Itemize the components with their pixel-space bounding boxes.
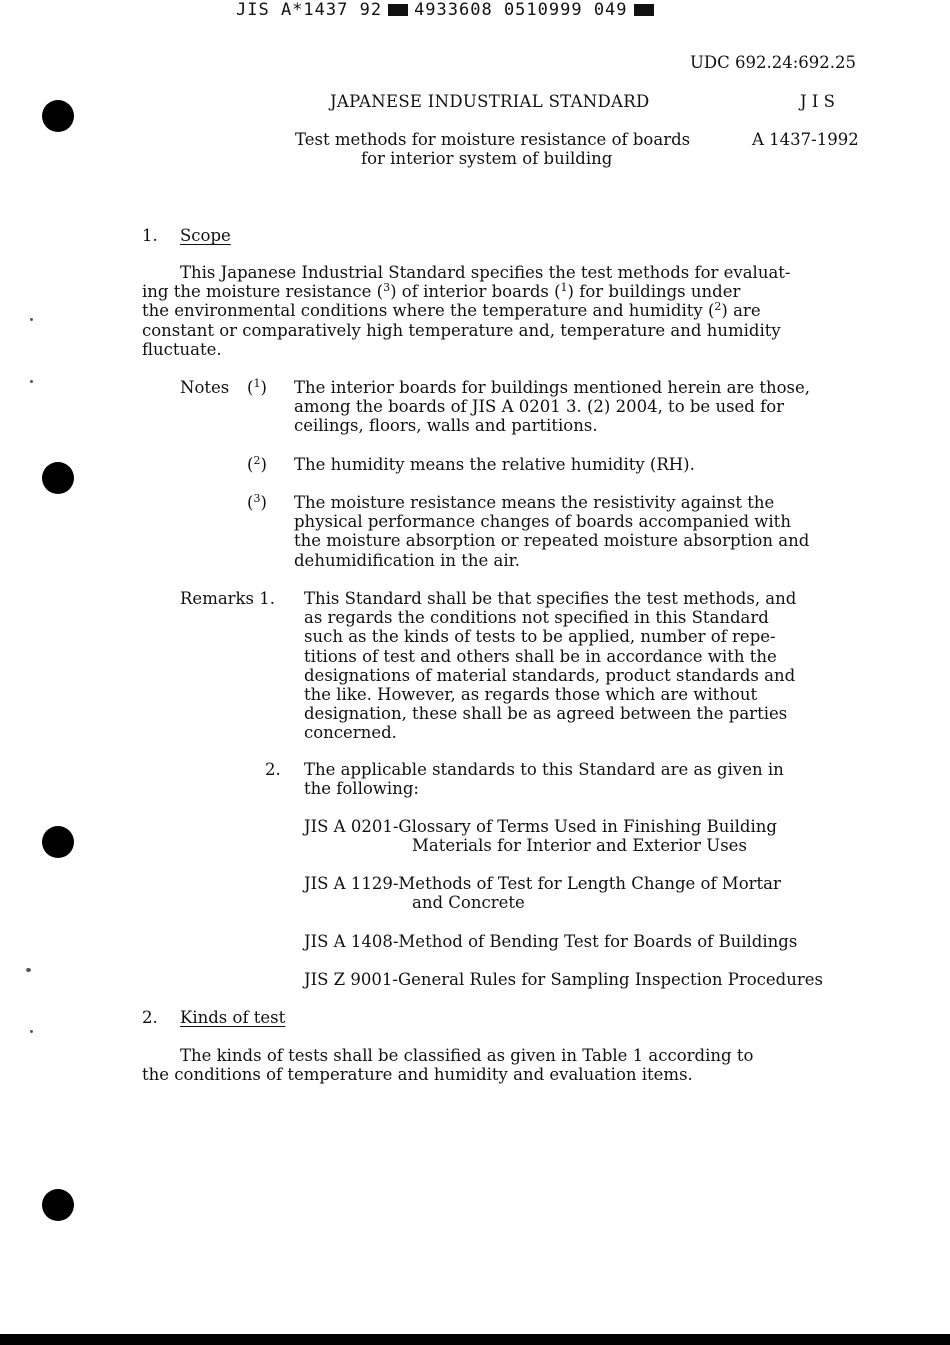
punch-hole	[42, 826, 74, 858]
standard-line: and Concrete	[412, 893, 525, 913]
note-line: among the boards of JIS A 0201 3. (2) 2004, to be used for	[294, 397, 785, 417]
scan-speck	[30, 1030, 33, 1033]
scan-speck	[26, 968, 31, 972]
remark-line: the following:	[304, 779, 419, 799]
note-1	[294, 378, 810, 436]
punch-hole	[42, 462, 74, 494]
standard-line: JIS A 1408-Method of Bending Test for Boards of Buildings	[304, 932, 798, 951]
remark-2-label: 2.	[265, 760, 281, 779]
remark-line: titions of test and others shall be in accordance with the	[304, 646, 777, 666]
para-line: constant or comparatively high temperature and, temperature and humidity	[142, 320, 781, 340]
note-line: The humidity means the relative humidity (RH).	[294, 455, 695, 474]
para-line: ing the moisture resistance ($^3$) of interior boards ($^1$) for buildings under	[142, 281, 741, 302]
section2-heading: Kinds of test	[180, 1008, 286, 1027]
note-line: the moisture absorption or repeated moisture absorption and	[294, 531, 810, 551]
jis-label: J I S	[800, 92, 835, 111]
section1-number: 1.	[142, 226, 158, 245]
section2-number: 2.	[142, 1008, 158, 1027]
note-line: The moisture resistance means the resistivity against the	[294, 493, 775, 512]
standard-title: JAPANESE INDUSTRIAL STANDARD	[330, 92, 650, 111]
note-mark: ($^3$)	[247, 492, 267, 512]
para-line: the conditions of temperature and humidity and evaluation items.	[142, 1065, 693, 1085]
punch-hole	[42, 1189, 74, 1221]
para-line: fluctuate.	[142, 339, 222, 359]
note-line: ceilings, floors, walls and partitions.	[294, 416, 598, 436]
standard-entry	[304, 970, 823, 989]
document-number: A 1437-1992	[752, 130, 859, 149]
note-line: dehumidification in the air.	[294, 550, 520, 570]
header-block-mark	[634, 4, 654, 16]
punch-hole	[42, 100, 74, 132]
section1-heading: Scope	[180, 226, 231, 245]
para-line: This Japanese Industrial Standard specifies the test methods for evaluat-	[180, 263, 791, 282]
udc-number: UDC 692.24:692.25	[690, 53, 857, 72]
header-number: 4933608 0510999 049	[414, 0, 628, 20]
remark-line: concerned.	[304, 723, 397, 743]
note-mark: ($^1$)	[247, 377, 267, 397]
header-block-mark	[388, 4, 408, 16]
scan-speck	[30, 380, 33, 383]
standard-line: JIS A 1129-Methods of Test for Length Change of Mortar	[304, 874, 781, 893]
para-line: The kinds of tests shall be classified as given in Table 1 according to	[180, 1046, 754, 1065]
remark-line: designation, these shall be as agreed between the parties	[304, 704, 788, 724]
notes-label: Notes	[180, 378, 230, 397]
note-line: The interior boards for buildings mentioned herein are those,	[294, 378, 810, 397]
note-line: physical performance changes of boards accompanied with	[294, 512, 791, 532]
para-line: the environmental conditions where the temperature and humidity ($^2$) are	[142, 300, 761, 321]
document-title-line1: Test methods for moisture resistance of boards	[295, 130, 691, 149]
page-bottom-edge	[0, 1334, 950, 1345]
standard-entry	[304, 817, 777, 855]
note-2	[294, 455, 695, 474]
section2-paragraph	[142, 1046, 753, 1084]
note-3	[294, 493, 809, 570]
remark-line: the like. However, as regards those which are without	[304, 684, 758, 704]
remarks-label: Remarks 1.	[180, 589, 276, 608]
header-code: JIS A*1437 92	[236, 0, 383, 20]
document-header	[236, 0, 654, 20]
remark-line: such as the kinds of tests to be applied, number of repe-	[304, 627, 776, 647]
standard-line: JIS A 0201-Glossary of Terms Used in Finishing Building	[304, 817, 777, 836]
scan-speck	[30, 318, 33, 321]
standard-line: Materials for Interior and Exterior Uses	[412, 836, 747, 856]
section1-paragraph	[142, 263, 872, 359]
remark-1	[304, 589, 796, 743]
remark-line: This Standard shall be that specifies the test methods, and	[304, 589, 797, 608]
remark-line: designations of material standards, product standards and	[304, 665, 796, 685]
remark-line: The applicable standards to this Standard are as given in	[304, 760, 784, 779]
document-title-line2: for interior system of building	[361, 149, 613, 168]
remark-line: as regards the conditions not specified in this Standard	[304, 608, 769, 628]
standard-entry	[304, 932, 797, 951]
standard-line: JIS Z 9001-General Rules for Sampling Inspection Procedures	[304, 970, 823, 989]
remark-2	[304, 760, 784, 798]
note-mark: ($^2$)	[247, 454, 267, 474]
standard-entry	[304, 874, 781, 912]
